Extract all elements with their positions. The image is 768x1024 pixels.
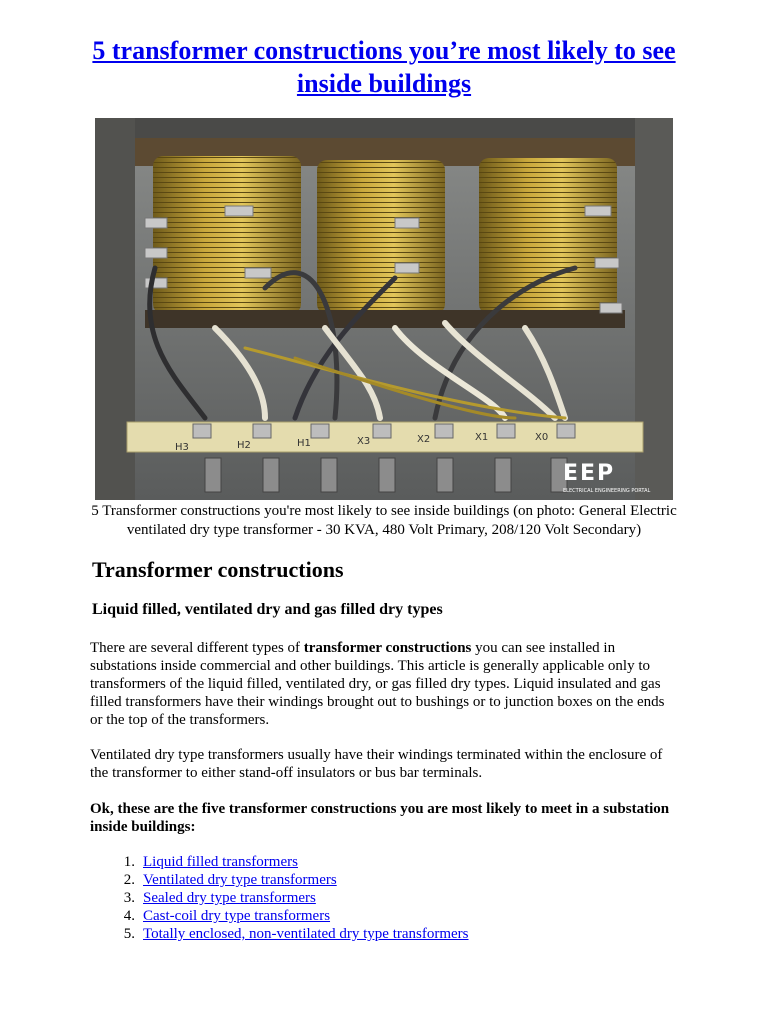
terminal-label: X3	[357, 436, 371, 447]
list-intro-paragraph: Ok, these are the five transformer constructions you are most likely to meet in a substation inside buildings:	[90, 801, 670, 835]
section-heading: Transformer constructions	[92, 557, 344, 582]
intro-paragraph: There are several different types of transformer constructions you can see installed in substations inside commercial and other buildings. This article is generally applicable only to transformers of the liquid filled, ventilated dry, or gas filled dry types. Liquid insulated and gas filled transformers have their windings brought out to bushings or to junction boxes on the ends or the top of the transformers.	[90, 640, 665, 728]
list-link[interactable]: Cast-coil dry type transformers	[143, 908, 331, 924]
list-item: 4. Cast-coil dry type transformers	[123, 908, 331, 924]
construction-list	[90, 853, 469, 943]
terminal-label: H2	[237, 440, 251, 451]
list-link[interactable]: Liquid filled transformers	[143, 854, 298, 870]
list-item: 3. Sealed dry type transformers	[123, 890, 316, 906]
list-link[interactable]: Ventilated dry type transformers	[143, 872, 337, 888]
list-link[interactable]: Totally enclosed, non-ventilated dry type transformers	[143, 926, 469, 942]
terminal-label: H3	[175, 442, 189, 453]
list-link[interactable]: Sealed dry type transformers	[143, 890, 316, 906]
list-item: 5. Totally enclosed, non-ventilated dry type transformers	[123, 926, 469, 942]
terminal-label: X1	[475, 432, 489, 443]
transformer-photo	[95, 118, 673, 500]
ventilated-paragraph: Ventilated dry type transformers usually have their windings terminated within the enclosure of the transformer to either stand-off insulators or bus bar terminals.	[90, 747, 663, 781]
terminal-label: X2	[417, 434, 431, 445]
terminal-label: H1	[297, 438, 311, 449]
article-title[interactable]: 5 transformer constructions you’re most likely to see inside buildings	[92, 36, 676, 98]
bold-term: transformer constructions	[303, 640, 472, 656]
terminal-label: X0	[535, 432, 549, 443]
transformer-illustration	[95, 118, 673, 500]
list-item: 2. Ventilated dry type transformers	[123, 872, 337, 888]
sub-heading: Liquid filled, ventilated dry and gas filled dry types	[92, 601, 443, 618]
svg-text:EEP: EEP	[563, 461, 616, 486]
photo-caption: 5 Transformer constructions you're most likely to see inside buildings (on photo: General Electric ventilated dry type transformer - 30 KVA, 480 Volt Primary, 208/120 Volt Secondary)	[91, 503, 677, 538]
list-item: 1. Liquid filled transformers	[123, 854, 298, 870]
svg-text:ELECTRICAL ENGINEERING PORTAL: ELECTRICAL ENGINEERING PORTAL	[563, 488, 651, 494]
